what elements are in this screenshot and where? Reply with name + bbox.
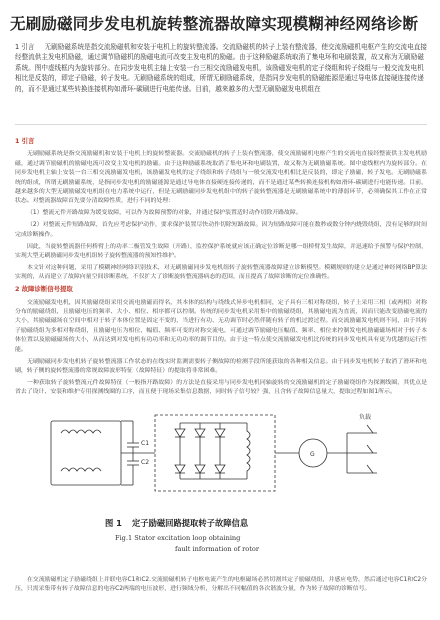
field-winding [247, 423, 250, 479]
generator-label: G [310, 450, 315, 458]
rectifier-bridge [175, 423, 225, 479]
coil-symbol [61, 430, 101, 433]
paragraph: 无刷励磁同步发电机转子旋转整流器工作状态的在线实时监测需要转子侧故障的检测手段所能获取的各种相关信息。由于同步发电机转子取消了滑环和电刷，转子侧的旋转整流器的常规故障波形特征（故障特征）的提取将非常困难。 [15, 358, 427, 374]
figure-number: 图 1 [105, 517, 122, 528]
section-heading-2: 2 故障诊断信号提取 [15, 285, 73, 294]
divider [15, 124, 427, 125]
paragraph: 在交流励磁机定子励磁绕组上并联电容C1和C2.交流励磁机转子电枢电流产生的电枢磁场必然切割其定子励磁绕组，并感应电势，然后通过电容C1和C2分压，只需采集带有转子故障信息的电容C2两端的电压波形，进行频域分析，分解出不同幅值的各次谐波分量，作为转子故障的诊断信号。 [15, 576, 427, 593]
rotating-part-box [155, 415, 275, 491]
list-item: （2）对整流元件短路故障，首先应考虑保护动作，要求保护装置尽快动作切除短路故障。因为短路故障可能在数秒或数分钟内烧毁绕组，没有足够的时间完成诊断操作。 [15, 222, 427, 238]
figure-caption-en-1: Fig.1 Stator excitation loop obtaining [115, 533, 241, 542]
figure-1 [15, 403, 427, 573]
paragraph: 因此，当旋转整流器任何桥臂上的功率二极管发生故障（开路），监控保护系统就应该正确定位诊断是哪一组桥臂发生故障，并迅速给予预警与保护控制，实现大型无刷励磁同步发电机组转子旋转整流器的预知性维护。 [15, 243, 427, 259]
figure-title-cn: 定子励磁回路提取转子故障信息 [131, 517, 249, 528]
document-body [15, 136, 427, 597]
c2-label: C2 [141, 458, 150, 466]
excitation-winding [51, 421, 121, 485]
list-item: （1）整流元件开路故障为缓变故障，可以作为故障预警的对象，并通过保护装置适时动作切除开路故障。 [27, 210, 302, 217]
c1-label: C1 [141, 439, 150, 447]
paragraph: 无刷励磁系统是指交流励磁机和安装于电机上的旋转整流器。交流励磁机的转子上装有整流器，使交流励磁机电枢产生的交流电直接经整流供主发电机励磁，通过调节励磁机的励磁电流可改变主发电机的励磁。由于这种励磁系统取消了集电环和电刷装置，故又称为无刷励磁系统。图中虚线框内为旋转部分。在同步发电机主轴上安装一台三相交流励磁发电机，该励磁发电机的定子绕组和转子绕组与一般交流发电机相比是反装的，即定子励磁，转子发电。无刷励磁系统的组成，所谓无刷励磁系统，是指同步发电机的励磁能源是通过导电体直接硬连接传递的，而不是通过某些转换连接机构如滑环-碳刷进行电能传递。目前，越来越多的大型无刷励磁发电机组在电力系统中运行，但是无刷励磁同步发电机组中的转子旋转整流器是无刷励磁系统中的薄弱环节，必须确保其工作在正常状态。对整流器故障首先要分清故障性质，进行不同的处理： [15, 151, 427, 205]
coil-symbol [61, 468, 101, 471]
section-heading-1: 1 引言 [15, 137, 35, 145]
paragraph: 一种获取转子旋转整流元件故障特征（一般指开路故障）的方法是直接采用与同步发电机同轴旋转的交流励磁机的定子励磁绕组作为探测线圈，其优点是省去了设计、安装和维护专用探测线圈的工序，而且便于现场采集信息数据，同时转子信号较？强，且含转子故障信息量大，提取过程如图1所示。 [15, 379, 427, 396]
load-label: 负载 [359, 413, 372, 421]
figure-caption-en-2: fault information of rotor [175, 544, 260, 553]
circuit-diagram [37, 403, 397, 515]
figure-caption-cn [105, 519, 385, 528]
document-title: 无刷励磁同步发电机旋转整流器故障实现模糊神经网络诊断 [10, 15, 419, 33]
abstract [15, 42, 427, 94]
abstract-text: 无刷励磁系统是指交流励磁机和安装于电机上的旋转整流器。交流励磁机的转子上装有整流器，使交流励磁机电枢产生的交流电直接经整流供主发电机励磁，通过调节励磁机的励磁电流可改变主发电机的励磁。由于这种励磁系统取消了集电环和电刷装置，故又称为无刷励磁系统。图中虚线框内为旋转部分。在同步发电机主轴上安装一台三相交流励磁发电机，该励磁发电机的定子绕组和转子绕组与一般交流发电机相比是反装的，即定子励磁，转子发电。无刷励磁系统的组成，所谓无刷励磁系统，是指同步发电机的励磁能源是通过导电体直接硬连接传递的，而不是通过某些转换连接机构如滑环-碳刷进行电能传递。目前，越来越多的大型无刷励磁发电机组在 [15, 43, 427, 93]
paragraph: 交流励磁发电机，因其励磁绕组采用交流电励磁而得名，其本体的结构与绕线式异步电机相同，定子具有三相对称绕组，转子上采用三相（或两相）对称分布的励磁绕组，且励磁电压的频率、大小、相位、相序都可以控制。传统的同步发电机采用集中的励磁绕组，其励磁电流为直流，因而只能改变励磁电流的大小，其励磁磁场在空间中相对于转子本体位置是固定不变的，当进行有功、无功调节时必然伴随有转子的机过渡过程。而交流励磁发电机则不同，由于其转子励磁绕组为多相对称绕组，且励磁电压为相位、幅值、频率可变的对称交流电，可通过调节励磁电压幅值、频率、相位来控制发电机励磁磁场相对于转子本体位置以及励磁磁场的大小，从而达到对发电机有功功率和无功功率的调节目的。由于这一特点使交流励磁发电机比传统的同步发电机具有更为优越的运行性能。 [15, 299, 427, 353]
abstract-lead: 1 引言 [15, 43, 35, 51]
paragraph: 本文针对这种问题，采用了模糊神经网络识别技术，对无刷励磁同步发电机组转子旋转整流器故障建立诊断模型。模糊规则的建立是通过神经网络BP算法实现的，从而建立了故障向量空间诊断系统，不仅扩大了诊断旋转整流器病态的范围，而且提高了故障诊断的定位准确性。 [15, 264, 427, 281]
